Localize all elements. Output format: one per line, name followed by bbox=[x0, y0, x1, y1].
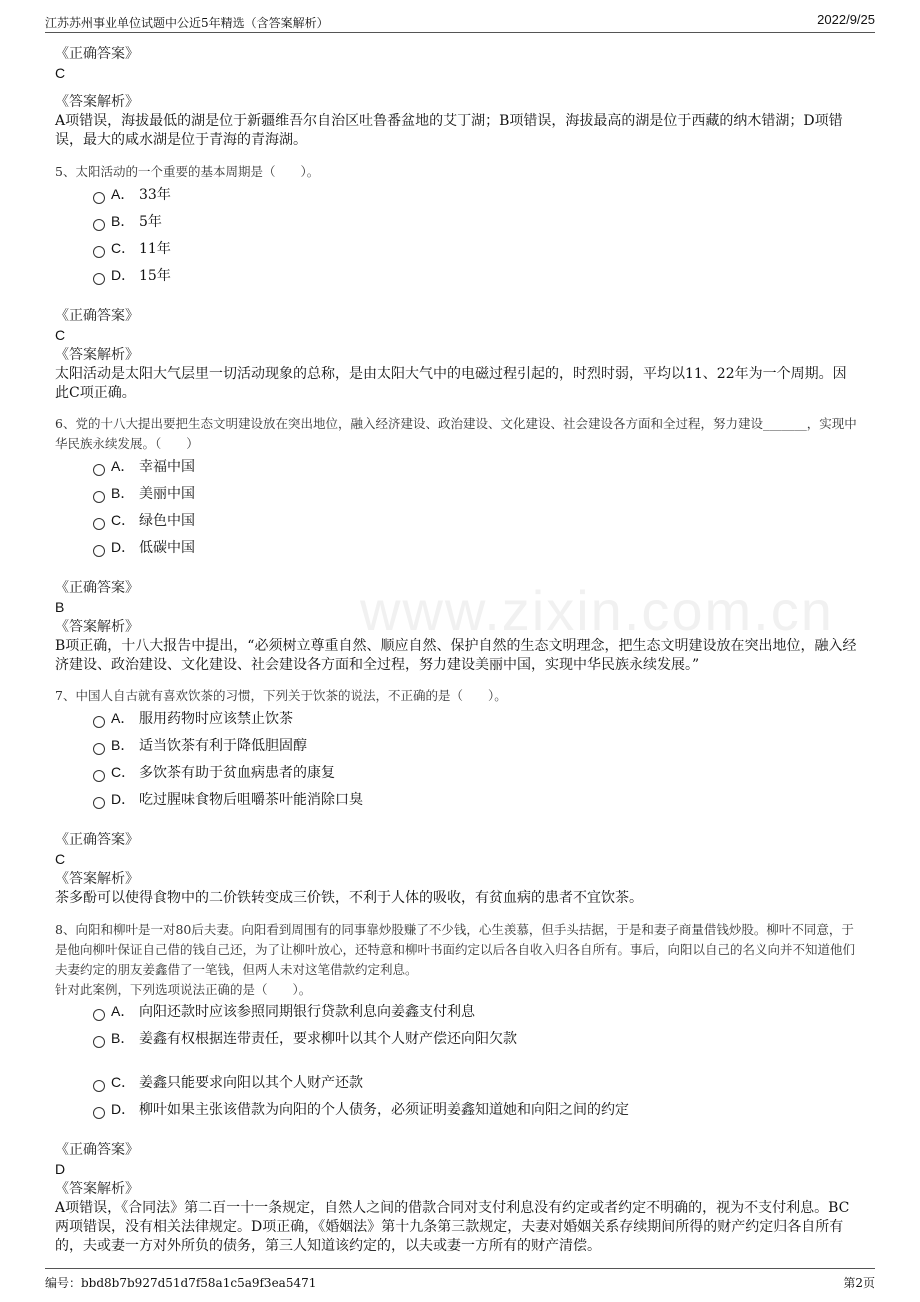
radio-icon[interactable] bbox=[93, 219, 105, 231]
page-header bbox=[45, 10, 875, 33]
answer-value: D bbox=[55, 1161, 66, 1177]
radio-icon[interactable] bbox=[93, 1009, 105, 1021]
answer-label: 《正确答案》 bbox=[55, 580, 139, 596]
radio-icon[interactable] bbox=[93, 246, 105, 258]
document-code: 编号：bbd8b7b927d51d7f58a1c5a9f3ea5471 bbox=[45, 1276, 317, 1290]
analysis-label: 《答案解析》 bbox=[55, 619, 139, 635]
option-6d[interactable]: D． 低碳中国 bbox=[93, 537, 195, 557]
document-title: 江苏苏州事业单位试题中公近5年精选（含答案解析） bbox=[45, 16, 329, 30]
q5-answer-block bbox=[55, 306, 860, 344]
analysis-label: 《答案解析》 bbox=[55, 94, 139, 110]
q6-answer-block bbox=[55, 578, 860, 616]
answer-label: 《正确答案》 bbox=[55, 1142, 139, 1158]
option-5b[interactable]: B． 5年 bbox=[93, 211, 162, 231]
analysis-text: A项错误，《合同法》第二百一十一条规定，自然人之间的借款合同对支付利息没有约定或者约定不明确的，视为不支付利息。BC两项错误，没有相关法律规定。D项正确，《婚姻法》第十九条第三款规定，夫妻对婚姻关系存续期间所得的财产约定归各自所有的，夫或妻一方对外所负的债务，第三人知道该约定的，以夫或妻一方所有的财产清偿。 bbox=[55, 1200, 850, 1254]
radio-icon[interactable] bbox=[93, 770, 105, 782]
answer-label: 《正确答案》 bbox=[55, 308, 139, 324]
radio-icon[interactable] bbox=[93, 716, 105, 728]
answer-value: C bbox=[55, 851, 66, 867]
q7-answer-block bbox=[55, 830, 860, 868]
option-7a[interactable]: A． 服用药物时应该禁止饮茶 bbox=[93, 708, 293, 728]
option-7b[interactable]: B． 适当饮茶有利于降低胆固醇 bbox=[93, 735, 307, 755]
analysis-label: 《答案解析》 bbox=[55, 871, 139, 887]
option-5a[interactable]: A． 33年 bbox=[93, 184, 171, 204]
option-5d[interactable]: D． 15年 bbox=[93, 265, 171, 285]
option-5c[interactable]: C． 11年 bbox=[93, 238, 171, 258]
question-8-stem: 8、向阳和柳叶是一对80后夫妻。向阳看到周围有的同事靠炒股赚了不少钱，心生羡慕，但手头拮据，于是和妻子商量借钱炒股。柳叶不同意，于是他向柳叶保证自己借的钱自己还，为了让柳叶放心，还特意和柳叶书面约定以后各自收入归各自所有。事后，向阳以自己的名义向并不知道他们夫妻约定的朋友姜鑫借了一笔钱，但两人未对这笔借款约定利息。 针对此案例，下列选项说法正确的是（ ）。 bbox=[55, 920, 860, 1000]
answer-value: C bbox=[55, 327, 66, 343]
question-7-stem: 7、中国人自古就有喜欢饮茶的习惯，下列关于饮茶的说法，不正确的是（ ）。 bbox=[55, 688, 507, 703]
radio-icon[interactable] bbox=[93, 273, 105, 285]
option-6a[interactable]: A． 幸福中国 bbox=[93, 456, 195, 476]
q8-answer-block bbox=[55, 1140, 860, 1178]
header-date: 2022/9/25 bbox=[817, 12, 875, 27]
q5-analysis-block bbox=[55, 345, 860, 403]
analysis-label: 《答案解析》 bbox=[55, 1181, 139, 1197]
q4-answer-block bbox=[55, 44, 860, 82]
question-6-stem: 6、党的十八大提出要把生态文明建设放在突出地位，融入经济建设、政治建设、文化建设、社会建设各方面和全过程，努力建设_______，实现中华民族永续发展。（ ） bbox=[55, 416, 857, 451]
radio-icon[interactable] bbox=[93, 464, 105, 476]
answer-value: C bbox=[55, 65, 66, 81]
watermark: www.zixin.com.cn bbox=[360, 579, 834, 642]
option-7c[interactable]: C． 多饮茶有助于贫血病患者的康复 bbox=[93, 762, 335, 782]
answer-label: 《正确答案》 bbox=[55, 832, 139, 848]
option-8a[interactable]: A． 向阳还款时应该参照同期银行贷款利息向姜鑫支付利息 bbox=[93, 1001, 475, 1021]
analysis-label: 《答案解析》 bbox=[55, 347, 139, 363]
option-8b[interactable]: B． 姜鑫有权根据连带责任，要求柳叶以其个人财产偿还向阳欠款 bbox=[93, 1028, 517, 1048]
analysis-text: 太阳活动是太阳大气层里一切活动现象的总称，是由太阳大气中的电磁过程引起的，时烈时弱，平均以11、22年为一个周期。因此C项正确。 bbox=[55, 366, 847, 401]
option-8c[interactable]: C． 姜鑫只能要求向阳以其个人财产还款 bbox=[93, 1072, 363, 1092]
option-8d[interactable]: D． 柳叶如果主张该借款为向阳的个人债务，必须证明姜鑫知道她和向阳之间的约定 bbox=[93, 1099, 629, 1119]
q4-analysis-block bbox=[55, 92, 860, 150]
question-8-prompt: 针对此案例，下列选项说法正确的是（ ）。 bbox=[55, 982, 312, 997]
option-7d[interactable]: D． 吃过腥味食物后咀嚼茶叶能消除口臭 bbox=[93, 789, 363, 809]
radio-icon[interactable] bbox=[93, 491, 105, 503]
radio-icon[interactable] bbox=[93, 743, 105, 755]
q6-analysis-block bbox=[55, 617, 860, 675]
radio-icon[interactable] bbox=[93, 545, 105, 557]
radio-icon[interactable] bbox=[93, 1107, 105, 1119]
q8-analysis-block bbox=[55, 1179, 860, 1256]
radio-icon[interactable] bbox=[93, 518, 105, 530]
answer-label: 《正确答案》 bbox=[55, 46, 139, 62]
radio-icon[interactable] bbox=[93, 1080, 105, 1092]
analysis-text: B项正确，十八大报告中提出，“必须树立尊重自然、顺应自然、保护自然的生态文明理念，把生态文明建设放在突出地位，融入经济建设、政治建设、文化建设、社会建设各方面和全过程，努力建设美丽中国，实现中华民族永续发展。” bbox=[55, 638, 857, 673]
radio-icon[interactable] bbox=[93, 797, 105, 809]
option-6c[interactable]: C． 绿色中国 bbox=[93, 510, 195, 530]
page-footer bbox=[45, 1268, 875, 1291]
question-5-stem: 5、太阳活动的一个重要的基本周期是（ ）。 bbox=[55, 164, 320, 179]
analysis-text: A项错误，海拔最低的湖是位于新疆维吾尔自治区吐鲁番盆地的艾丁湖；B项错误，海拔最高的湖是位于西藏的纳木错湖；D项错误，最大的咸水湖是位于青海的青海湖。 bbox=[55, 113, 843, 148]
analysis-text: 茶多酚可以使得食物中的二价铁转变成三价铁，不利于人体的吸收，有贫血病的患者不宜饮茶。 bbox=[55, 890, 643, 906]
page-number: 第2页 bbox=[843, 1276, 875, 1290]
radio-icon[interactable] bbox=[93, 192, 105, 204]
answer-value: B bbox=[55, 599, 65, 615]
option-6b[interactable]: B． 美丽中国 bbox=[93, 483, 195, 503]
radio-icon[interactable] bbox=[93, 1036, 105, 1048]
q7-analysis-block bbox=[55, 869, 860, 908]
